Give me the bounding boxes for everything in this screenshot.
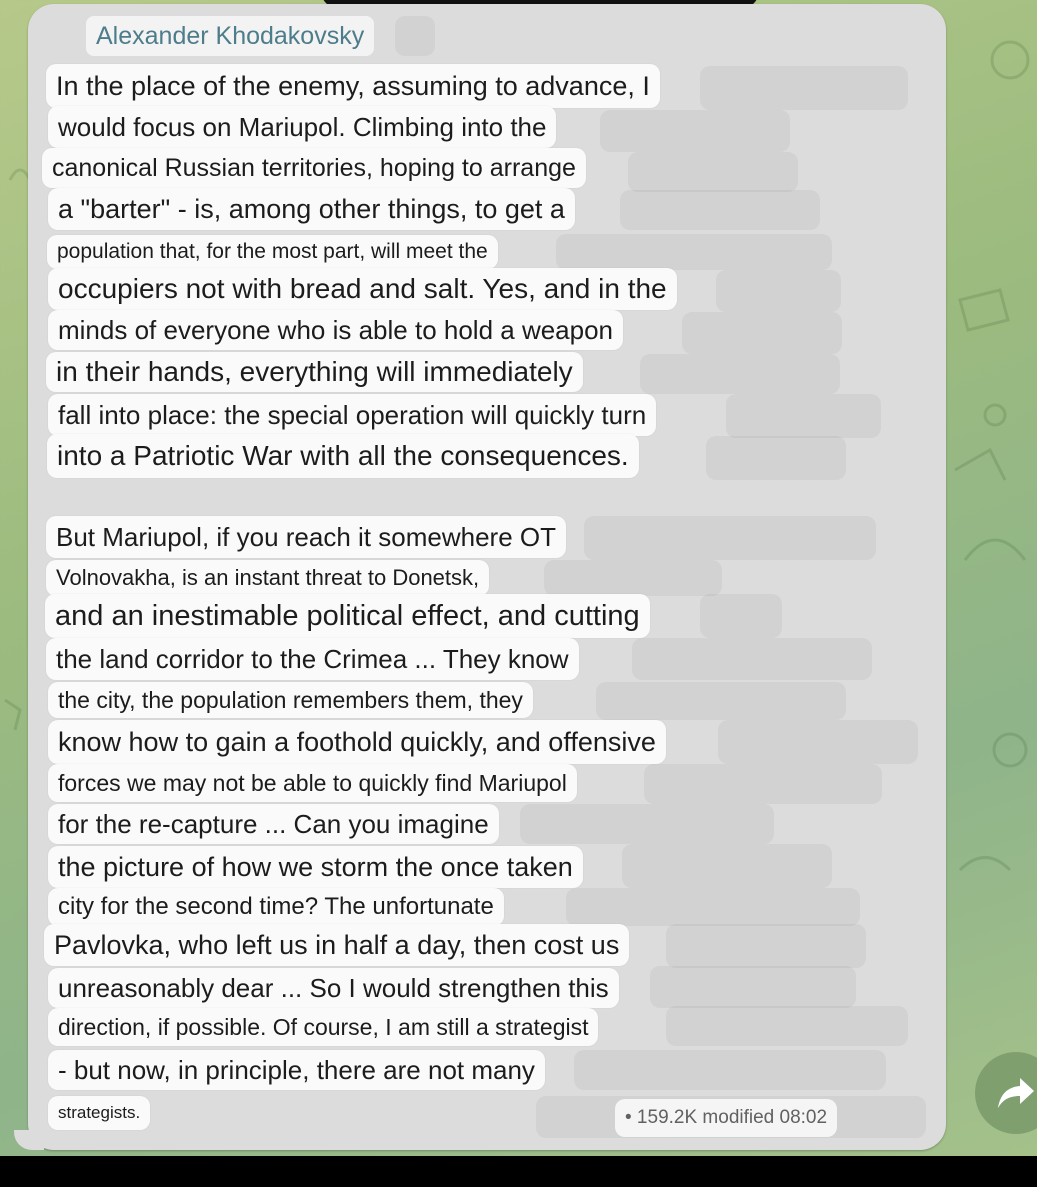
message-line: for the re-capture ... Can you imagine <box>48 804 499 844</box>
overlay-ghost-box <box>706 436 846 480</box>
overlay-ghost-box <box>544 560 722 596</box>
message-line: direction, if possible. Of course, I am still a strategist <box>48 1008 598 1046</box>
message-line: the city, the population remembers them, they <box>48 682 533 718</box>
message-line: strategists. <box>48 1096 150 1130</box>
overlay-ghost-box <box>726 394 881 438</box>
message-line: know how to gain a foothold quickly, and offensive <box>48 720 666 764</box>
message-line: population that, for the most part, will meet the <box>47 235 498 269</box>
message-line: occupiers not with bread and salt. Yes, and in the <box>48 268 677 310</box>
overlay-ghost-box <box>640 354 840 394</box>
message-line: a "barter" - is, among other things, to get a <box>48 188 575 230</box>
overlay-ghost-box <box>395 16 435 56</box>
message-line: minds of everyone who is able to hold a weapon <box>48 310 623 350</box>
overlay-ghost-box <box>620 190 820 230</box>
message-line: into a Patriotic War with all the consequences. <box>47 434 639 478</box>
share-arrow-icon <box>996 1076 1036 1110</box>
overlay-ghost-box <box>644 764 882 804</box>
message-line: unreasonably dear ... So I would strengthen this <box>48 968 619 1008</box>
overlay-ghost-box <box>520 804 774 844</box>
overlay-ghost-box <box>716 270 841 312</box>
overlay-ghost-box <box>666 924 866 968</box>
message-line: the picture of how we storm the once taken <box>48 846 583 888</box>
overlay-ghost-box <box>574 1050 886 1090</box>
overlay-ghost-box <box>600 110 790 152</box>
message-line: Pavlovka, who left us in half a day, then cost us <box>44 924 629 966</box>
message-line: fall into place: the special operation will quickly turn <box>48 394 656 436</box>
overlay-ghost-box <box>700 66 908 110</box>
overlay-ghost-box <box>632 638 872 680</box>
overlay-ghost-box <box>718 720 918 764</box>
message-meta: • 159.2K modified 08:02 <box>615 1099 837 1137</box>
overlay-ghost-box <box>700 594 782 638</box>
message-line: canonical Russian territories, hoping to arrange <box>42 148 586 188</box>
system-bottom-bar <box>0 1156 1037 1187</box>
overlay-ghost-box <box>584 516 876 560</box>
overlay-ghost-box <box>666 1006 908 1046</box>
sender-name[interactable]: Alexander Khodakovsky <box>86 16 374 56</box>
overlay-ghost-box <box>596 682 846 720</box>
overlay-ghost-box <box>556 234 832 270</box>
overlay-ghost-box <box>682 312 842 354</box>
message-line: would focus on Mariupol. Climbing into the <box>48 106 556 148</box>
message-line: In the place of the enemy, assuming to advance, I <box>46 64 660 108</box>
message-line: But Mariupol, if you reach it somewhere OT <box>46 516 566 558</box>
message-line: city for the second time? The unfortunate <box>48 888 504 926</box>
message-line: - but now, in principle, there are not many <box>48 1050 545 1090</box>
overlay-ghost-box <box>566 888 860 926</box>
message-line: the land corridor to the Crimea ... They know <box>46 638 579 680</box>
message-line: forces we may not be able to quickly find Mariupol <box>48 764 577 802</box>
overlay-ghost-box <box>628 152 798 192</box>
overlay-ghost-box <box>622 844 832 888</box>
message-line: Volnovakha, is an instant threat to Donetsk, <box>46 560 489 596</box>
message-line: in their hands, everything will immediately <box>46 352 583 392</box>
message-line: and an inestimable political effect, and cutting <box>45 594 650 638</box>
overlay-ghost-box <box>650 966 856 1008</box>
